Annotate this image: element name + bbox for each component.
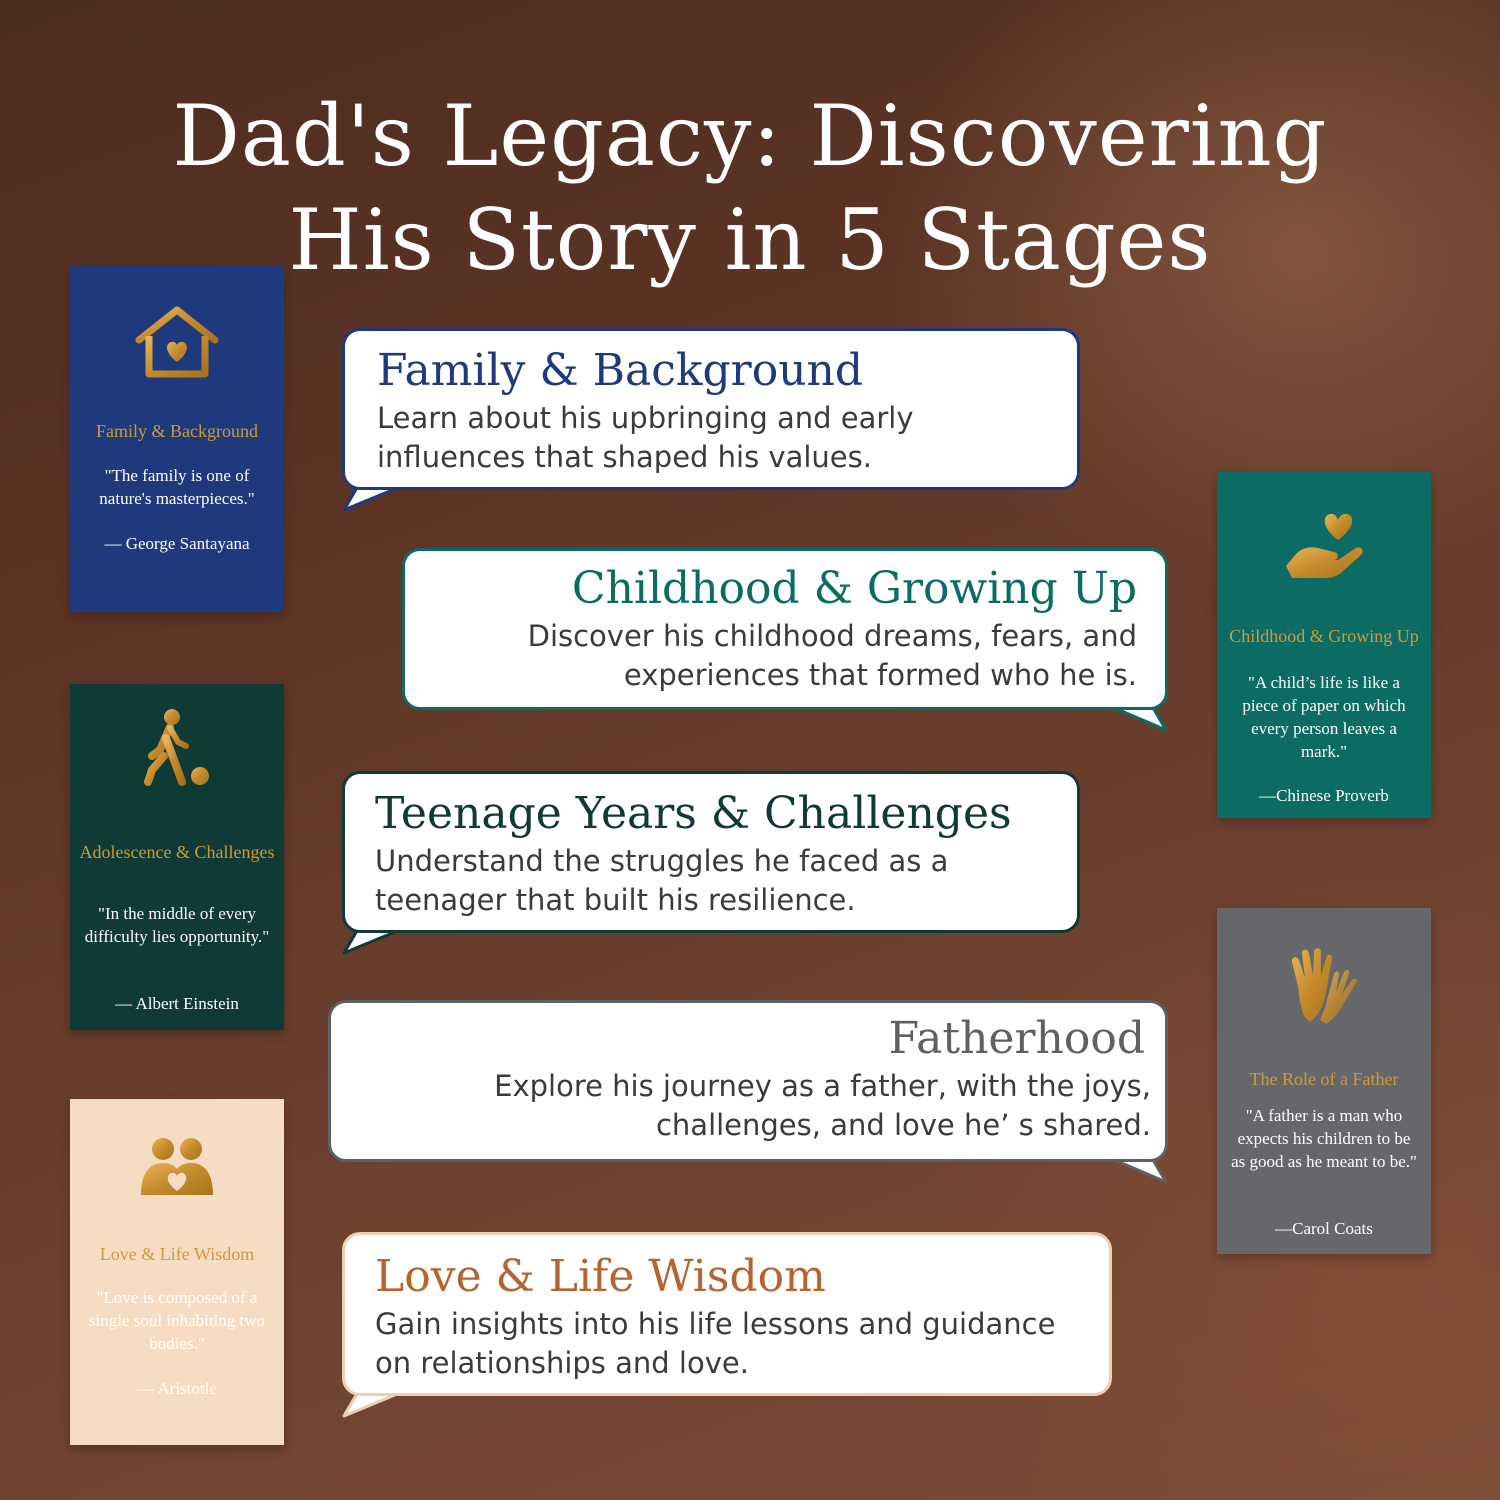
stage-description-line2: experiences that formed who he is. xyxy=(623,658,1137,692)
stage-title: Love & Life Wisdom xyxy=(375,1251,826,1302)
card-title: Family & Background xyxy=(96,421,258,441)
quote-card-family xyxy=(70,266,284,612)
card-author: — Albert Einstein xyxy=(115,994,239,1013)
house-heart-icon xyxy=(70,306,284,380)
stage-description-line1: Discover his childhood dreams, fears, and xyxy=(527,619,1137,653)
card-title: The Role of a Father xyxy=(1249,1069,1399,1089)
hand-heart-icon xyxy=(1217,508,1431,582)
page-title xyxy=(0,84,1500,292)
card-author: — George Santayana xyxy=(104,534,250,553)
quote-card-childhood xyxy=(1217,472,1431,818)
stage-description-line2: influences that shaped his values. xyxy=(377,440,872,474)
page-title-line1: Dad's Legacy: Discovering xyxy=(172,87,1328,186)
stage-title: Teenage Years & Challenges xyxy=(375,788,1012,839)
card-title: Adolescence & Challenges xyxy=(79,842,275,862)
child-kicking-ball-icon xyxy=(70,708,284,788)
card-author: —Carol Coats xyxy=(1275,1219,1373,1238)
stage-description-line2: on relationships and love. xyxy=(375,1346,749,1380)
stage-title: Family & Background xyxy=(377,345,864,396)
stage-description-line2: teenager that built his resilience. xyxy=(375,883,856,917)
stage-description-line1: Gain insights into his life lessons and guidance xyxy=(375,1307,1056,1341)
card-title: Love & Life Wisdom xyxy=(99,1244,255,1264)
stage-title: Childhood & Growing Up xyxy=(571,563,1137,614)
card-quote: "A father is a man who expects his children to be as good as he meant to be." xyxy=(1231,1106,1417,1171)
stage-title: Fatherhood xyxy=(888,1013,1145,1064)
card-author: — Aristotle xyxy=(137,1379,217,1398)
card-quote: "A child’s life is like a piece of paper on which every person leaves a mark." xyxy=(1242,673,1406,761)
quote-card-adolescence xyxy=(70,684,284,1030)
stage-bubble-childhood xyxy=(402,548,1168,710)
card-title: Childhood & Growing Up xyxy=(1229,626,1419,646)
stage-description-line2: challenges, and love he’ s shared. xyxy=(655,1108,1151,1142)
stage-bubble-teen xyxy=(342,771,1080,933)
stage-bubble-father xyxy=(328,1000,1168,1162)
card-author: —Chinese Proverb xyxy=(1259,786,1389,805)
stage-bubble-love xyxy=(342,1232,1112,1396)
stage-description-line1: Learn about his upbringing and early xyxy=(377,401,914,435)
stage-description-line1: Explore his journey as a father, with the joys, xyxy=(494,1069,1151,1103)
stage-description-line1: Understand the struggles he faced as a xyxy=(375,844,949,878)
two-hands-icon xyxy=(1217,946,1431,1028)
card-quote: "Love is composed of a single soul inhabiting two bodies." xyxy=(88,1288,266,1353)
quote-card-father xyxy=(1217,908,1431,1254)
stage-bubble-family xyxy=(342,328,1080,490)
couple-heart-icon xyxy=(70,1135,284,1197)
page-title-line2: His Story in 5 Stages xyxy=(288,191,1212,290)
card-quote: "In the middle of every difficulty lies opportunity." xyxy=(84,904,270,946)
quote-card-love xyxy=(70,1099,284,1445)
card-quote: "The family is one of nature's masterpieces." xyxy=(99,466,255,508)
